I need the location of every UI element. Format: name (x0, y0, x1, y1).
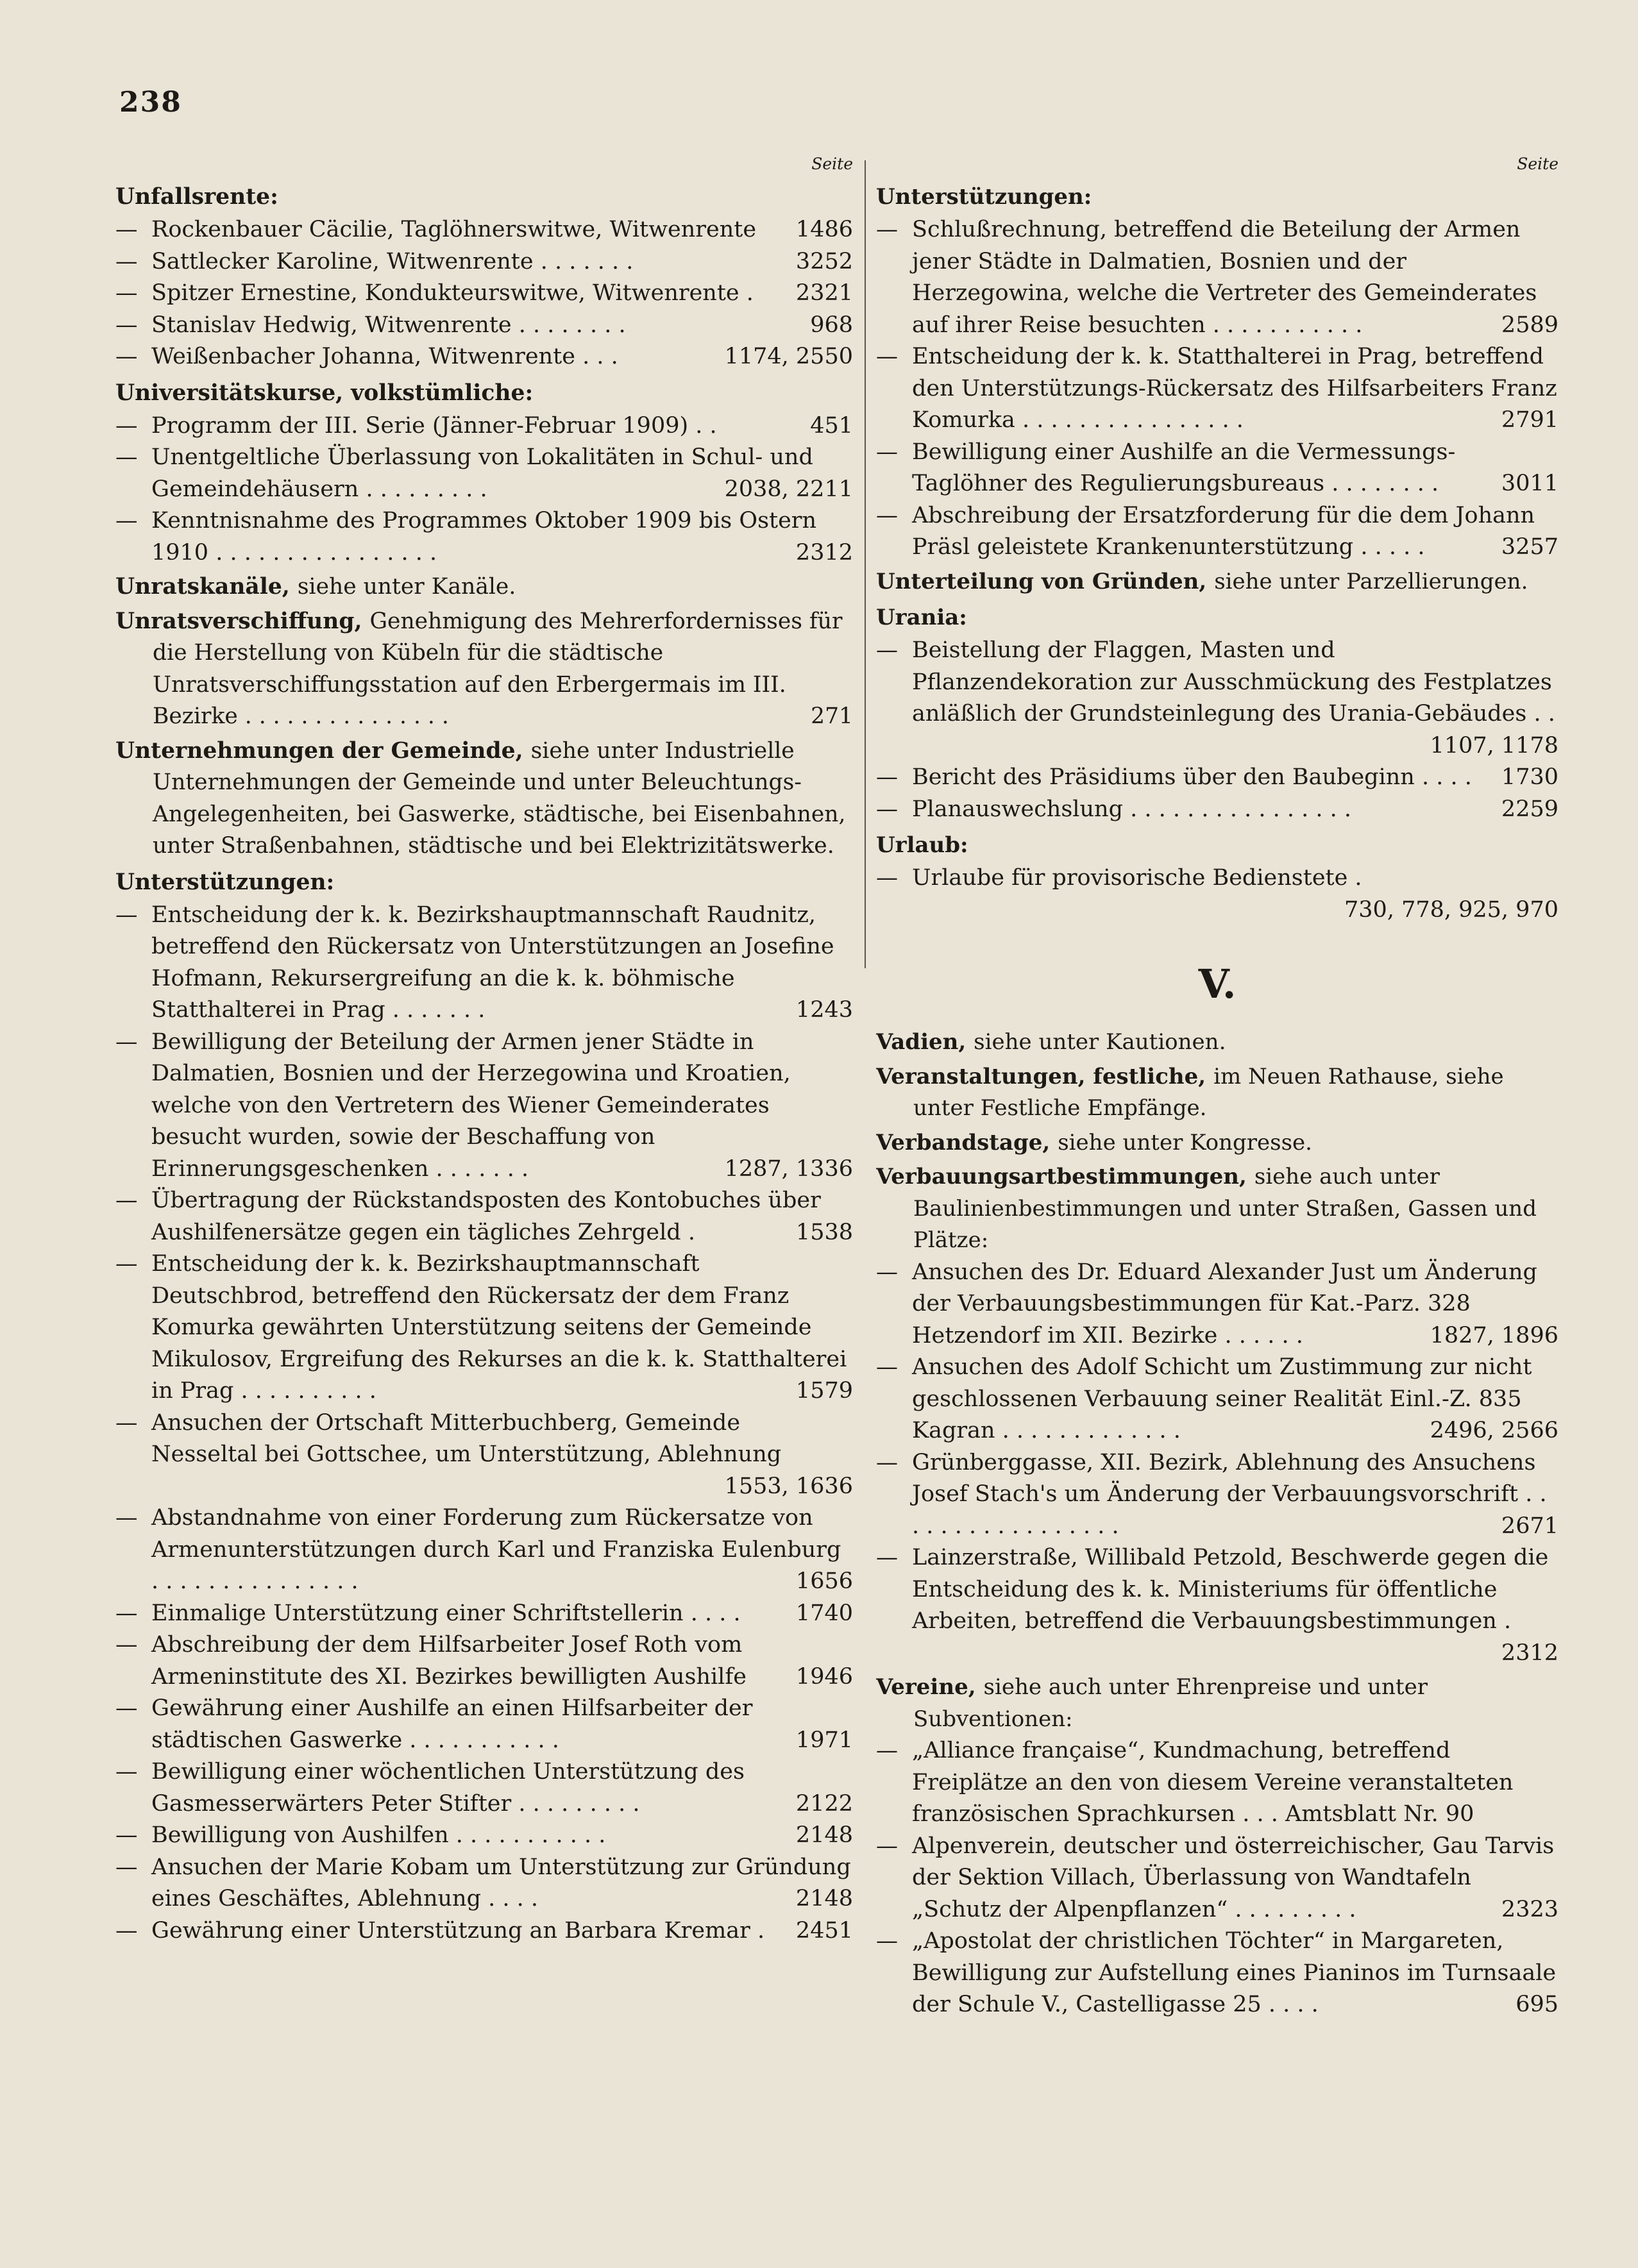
entry-keyword: Unratsverschiffung, (115, 608, 362, 634)
subentry-dash: — (876, 865, 898, 891)
subentry-refs: 1553, 1636 (718, 1471, 853, 1503)
subentry (876, 1352, 1558, 1447)
entry-heading (115, 180, 853, 214)
subentry-refs: 3257 (1495, 532, 1558, 564)
subentry (876, 862, 1558, 926)
subentry-text: Weißenbacher Johanna, Witwenrente . . . (151, 344, 618, 369)
subentry (876, 635, 1558, 762)
subentry-body (151, 341, 853, 373)
entry-rest: siehe auch unter Ehrenpreise und unter Subventionen: (913, 1674, 1428, 1732)
subentry-refs: 1486 (789, 214, 853, 246)
index-entry (876, 1061, 1558, 1125)
subentry-body (151, 1185, 853, 1248)
subentry-text: „Apostolat der christlichen Töchter“ in Margareten, Bewilligung zur Aufstellung eines Pianinos im Turnsaale der Schule V., Castelligasse 25 . . . . (912, 1928, 1557, 2017)
subentry (876, 1735, 1558, 1831)
subentry-text: Entscheidung der k. k. Statthalterei in Prag, betreffend den Unterstützungs-Rückersatz des Hilfsarbeiters Franz Komurka . . . . . . . . . . . . . . . . (912, 344, 1557, 433)
subentry (115, 1027, 853, 1186)
subentry-dash: — (115, 508, 138, 533)
entry-heading (115, 376, 853, 410)
entry-heading (876, 828, 1558, 862)
subentry-dash: — (876, 1259, 898, 1285)
subentry-refs: 2122 (789, 1788, 853, 1820)
subentry (876, 1447, 1558, 1543)
subentry-refs: 2312 (789, 537, 853, 569)
subentry-text: Bewilligung der Beteilung der Armen jener Städte in Dalmatien, Bosnien und der Herzegowina und Kroatien, welche von den Vertretern des Wiener Gemeinderates besucht wurden, sowie der Beschaffung von Erinnerungsgeschenken . . . . . . . (151, 1029, 791, 1182)
subentry (115, 1185, 853, 1248)
subentry (876, 1257, 1558, 1352)
subentry (876, 794, 1558, 826)
entry-rest: siehe unter Kautionen. (974, 1029, 1226, 1055)
subentry-body (912, 500, 1558, 564)
entry-keyword: Veranstaltungen, festliche, (876, 1063, 1206, 1089)
subentry-text: Abschreibung der Ersatzforderung für die dem Johann Präsl geleistete Krankenunterstützung . . . . . (912, 502, 1535, 560)
right-column (876, 151, 1558, 2021)
subentry-refs: 2038, 2211 (718, 474, 853, 506)
subentry-refs: 1107, 1178 (1424, 730, 1558, 762)
subentry-refs: 3252 (789, 246, 853, 278)
subentry-dash: — (115, 312, 138, 338)
subentry-refs: 2148 (789, 1883, 853, 1915)
seite-label-right: Seite (1517, 155, 1558, 173)
entry-keyword: Unternehmungen der Gemeinde, (115, 737, 523, 764)
subentry-body (912, 1542, 1558, 1669)
subentry-dash: — (115, 1409, 138, 1436)
subentry-dash: — (876, 796, 898, 822)
subentry-text: „Alliance française“, Kundmachung, betreffend Freiplätze an den von diesem Vereine veranstalteten französischen Sprachkursen . . . Amtsblatt Nr. 90 (912, 1738, 1514, 1827)
entry-keyword: Universitätskurse, volkstümliche: (115, 380, 534, 406)
subentry-body (912, 1352, 1558, 1447)
subentry-body (151, 214, 853, 246)
subentry (115, 410, 853, 442)
subentry-refs: 968 (804, 310, 853, 342)
entry-refs: 271 (841, 701, 853, 733)
subentry-text: Ansuchen des Dr. Eduard Alexander Just um Änderung der Verbauungsbestimmungen für Kat.-Parz. 328 Hetzendorf im XII. Bezirke . . . . . . (912, 1259, 1537, 1348)
right-entries-v (876, 1027, 1558, 2021)
subentry-refs: 451 (804, 410, 853, 442)
subentry-dash: — (876, 217, 898, 242)
subentry-body (151, 1629, 853, 1693)
right-entries (876, 180, 1558, 926)
subentry-dash: — (115, 1029, 138, 1055)
entry-keyword: Unterteilung von Gründen, (876, 568, 1207, 594)
subentry-body (151, 1598, 853, 1630)
subentry-dash: — (876, 1738, 898, 1763)
index-entry (115, 180, 853, 373)
entry-heading (876, 1161, 1558, 1257)
index-entry (115, 865, 853, 1947)
subentry-refs: 2451 (789, 1915, 853, 1947)
subentry-refs: 1287, 1336 (718, 1154, 853, 1186)
page-number: 238 (119, 86, 182, 119)
subentry-body (912, 635, 1558, 762)
subentry-text: Beistellung der Flaggen, Masten und Pflanzendekoration zur Ausschmückung des Festplatzes anläßlich der Grundsteinlegung des Urania-Gebäudes . . (912, 637, 1555, 727)
subentry-body (151, 1820, 853, 1852)
entry-keyword: Unterstützungen: (876, 184, 1092, 210)
subentry-body (912, 762, 1558, 794)
subentry-body (151, 1248, 853, 1407)
subentry-text: Schlußrechnung, betreffend die Beteilung der Armen jener Städte in Dalmatien, Bosnien und der Herzegowina, welche die Vertreter des Gemeinderates auf ihrer Reise besuchten . . . . . . . . . . . (912, 217, 1537, 338)
subentry-body (151, 1407, 853, 1503)
subentry-text: Planauswechslung . . . . . . . . . . . . . . . . (912, 796, 1351, 822)
subentry-dash: — (115, 902, 138, 928)
subentry-body (912, 214, 1558, 341)
entry-keyword: Unfallsrente: (115, 184, 278, 210)
subentry-dash: — (115, 1854, 138, 1880)
entry-heading (876, 180, 1558, 214)
subentry-dash: — (115, 1695, 138, 1721)
entry-heading (876, 1672, 1558, 1735)
entry-rest: siehe unter Parzellierungen. (1214, 568, 1528, 594)
subentry-dash: — (115, 1632, 138, 1658)
index-entry (876, 1027, 1558, 1059)
subentry (876, 1831, 1558, 1926)
entry-rest: im Neuen Rathause, siehe unter Festliche Empfänge. (913, 1063, 1504, 1121)
subentry (115, 1820, 853, 1852)
subentry-dash: — (876, 1928, 898, 1954)
subentry-body (912, 862, 1558, 926)
subentry-dash: — (115, 444, 138, 470)
subentry-refs: 1730 (1495, 762, 1558, 794)
subentry (876, 1926, 1558, 2021)
subentry-text: Alpenverein, deutscher und österreichischer, Gau Tarvis der Sektion Villach, Überlassung von Wandtafeln „Schutz der Alpenpflanzen“ . . . . . . . . . (912, 1833, 1555, 1922)
subentry-dash: — (115, 1822, 138, 1848)
subentry-dash: — (115, 248, 138, 274)
subentry (876, 437, 1558, 500)
subentry-body (151, 505, 853, 569)
subentry-refs: 1174, 2550 (718, 341, 853, 373)
entry-keyword: Verbauungsartbestimmungen, (876, 1164, 1247, 1189)
subentry-body (151, 1915, 853, 1947)
subentry (115, 278, 853, 310)
subentry-refs: 1946 (789, 1661, 853, 1693)
subentry-text: Lainzerstraße, Willibald Petzold, Beschwerde gegen die Entscheidung des k. k. Ministeriums für öffentliche Arbeiten, betreffend die Verbauungsbestimmungen . (912, 1545, 1549, 1634)
subentry-text: Entscheidung der k. k. Bezirkshauptmannschaft Raudnitz, betreffend den Rückersatz von Unterstützungen an Josefine Hofmann, Rekursergreifung an die k. k. böhmische Statthalterei in Prag . . . . . . . (151, 902, 834, 1023)
subentry-dash: — (115, 280, 138, 306)
index-entry (876, 600, 1558, 825)
subentry-body (151, 278, 853, 310)
entry-rest: siehe auch unter Baulinienbestimmungen und unter Straßen, Gassen und Plätze: (913, 1164, 1537, 1253)
subentry-dash: — (876, 344, 898, 369)
subentry (115, 1407, 853, 1503)
subentry-dash: — (115, 1759, 138, 1785)
subentry-dash: — (876, 637, 898, 663)
subentry-dash: — (115, 217, 138, 242)
subentry-text: Gewährung einer Aushilfe an einen Hilfsarbeiter der städtischen Gaswerke . . . . . . . . . . . (151, 1695, 753, 1753)
subentry-refs: 730, 778, 925, 970 (1338, 895, 1558, 927)
subentry-text: Bewilligung von Aushilfen . . . . . . . . . . . (151, 1822, 606, 1848)
subentry-refs: 2148 (789, 1820, 853, 1852)
entry-keyword: Vereine, (876, 1674, 976, 1700)
subentry-text: Programm der III. Serie (Jänner-Februar 1909) . . (151, 412, 717, 439)
subentry-text: Bewilligung einer Aushilfe an die Vermessungs-Taglöhner des Regulierungsbureaus . . . . . . . . (912, 439, 1456, 496)
subentry-text: Ansuchen des Adolf Schicht um Zustimmung zur nicht geschlossenen Verbauung seiner Realität Einl.-Z. 835 Kagran . . . . . . . . . . . . . (912, 1354, 1532, 1443)
subentry-dash: — (876, 1545, 898, 1570)
entry-rest: siehe unter Kongresse. (1058, 1129, 1312, 1155)
subentry-text: Ansuchen der Marie Kobam um Unterstützung zur Gründung eines Geschäftes, Ablehnung . . . . (151, 1854, 851, 1911)
subentry-refs: 1656 (789, 1566, 853, 1598)
subentry-dash: — (115, 1917, 138, 1944)
subentry-text: Ansuchen der Ortschaft Mitterbuchberg, Gemeinde Nesseltal bei Gottschee, um Unterstützung, Ablehnung (151, 1409, 782, 1467)
subentry-body (151, 900, 853, 1027)
subentry-body (912, 1257, 1558, 1352)
subentry-refs: 2312 (1495, 1638, 1558, 1670)
index-entry (115, 606, 853, 733)
subentry-text: Einmalige Unterstützung einer Schriftstellerin . . . . (151, 1600, 741, 1626)
subentry-text: Bewilligung einer wöchentlichen Unterstützung des Gasmesserwärters Peter Stifter . . . . . . . . . (151, 1759, 745, 1817)
entry-keyword: Unratskanäle, (115, 574, 290, 600)
entry-heading (876, 600, 1558, 635)
subentry-text: Unentgeltliche Überlassung von Lokalitäten in Schul- und Gemeindehäusern . . . . . . . . . (151, 444, 813, 502)
subentry (115, 1629, 853, 1693)
subentry-refs: 695 (1509, 1989, 1558, 2021)
subentry-dash: — (876, 502, 898, 528)
subentry-body (912, 1735, 1558, 1831)
subentry-dash: — (115, 344, 138, 369)
subentry-body (912, 437, 1558, 500)
subentry-text: Abschreibung der dem Hilfsarbeiter Josef Roth vom Armeninstitute des XI. Bezirkes bewilligten Aushilfe (151, 1632, 747, 1690)
subentry-dash: — (876, 1354, 898, 1380)
entry-keyword: Vadien, (876, 1029, 967, 1055)
subentry-dash: — (876, 1833, 898, 1859)
index-entry (876, 1161, 1558, 1669)
seite-label-left: Seite (811, 155, 853, 173)
entry-heading (876, 1027, 1558, 1059)
index-entry (876, 180, 1558, 564)
subentry-dash: — (115, 1600, 138, 1626)
index-entry (876, 1672, 1558, 2021)
subentry-body (912, 341, 1558, 437)
entry-rest: siehe unter Kanäle. (297, 574, 516, 600)
entry-heading (115, 735, 853, 862)
subentry-text: Sattlecker Karoline, Witwenrente . . . . . . . (151, 248, 634, 274)
subentry (115, 442, 853, 505)
subentry-body (151, 1756, 853, 1820)
subentry-text: Stanislav Hedwig, Witwenrente . . . . . . . . (151, 312, 626, 338)
entry-rest: siehe unter Industrielle Unternehmungen der Gemeinde und unter Beleuchtungs-Angelegenheiten, bei Gaswerke, städtische, bei Eisenbahnen, unter Straßenbahnen, städtische und bei Elektrizitätswerke. (153, 737, 846, 859)
subentry-body (151, 310, 853, 342)
subentry (876, 762, 1558, 794)
subentry-dash: — (115, 412, 138, 439)
subentry-text: Bericht des Präsidiums über den Baubeginn . . . . (912, 764, 1472, 790)
subentry-refs: 2323 (1495, 1894, 1558, 1926)
subentry-text: Grünberggasse, XII. Bezirk, Ablehnung des Ansuchens Josef Stach's um Änderung der Verbauungsvorschrift . . . . . . . . . . . . . . . . . (912, 1449, 1547, 1539)
subentry-body (151, 1852, 853, 1915)
subentry (115, 1598, 853, 1630)
subentry (876, 341, 1558, 437)
subentry-refs: 2589 (1495, 310, 1558, 342)
subentry-refs: 1538 (789, 1217, 853, 1249)
subentry (115, 341, 853, 373)
subentry (115, 1502, 853, 1598)
subentry (115, 1852, 853, 1915)
index-entry (876, 828, 1558, 926)
subentry-dash: — (876, 439, 898, 465)
index-entry (876, 1127, 1558, 1159)
subentry-refs: 2671 (1495, 1511, 1558, 1543)
entry-keyword: Urania: (876, 605, 967, 630)
subentry (115, 214, 853, 246)
subentry (115, 246, 853, 278)
subentry (115, 310, 853, 342)
subentry-body (151, 1027, 853, 1186)
subentry-body (151, 442, 853, 505)
column-divider (865, 160, 866, 968)
subentry-dash: — (115, 1505, 138, 1531)
subentry-body (912, 1926, 1558, 2021)
subentry-text: Urlaube für provisorische Bedienstete . (912, 865, 1362, 891)
subentry (876, 1542, 1558, 1669)
entry-keyword: Urlaub: (876, 832, 968, 858)
subentry-dash: — (115, 1188, 138, 1213)
subentry-body (912, 794, 1558, 826)
entry-keyword: Verbandstage, (876, 1129, 1051, 1155)
index-entry (115, 735, 853, 862)
index-entry (115, 571, 853, 603)
subentry (115, 1248, 853, 1407)
subentry-text: Übertragung der Rückstandsposten des Kontobuches über Aushilfenersätze gegen ein tägliches Zehrgeld . (151, 1188, 821, 1245)
subentry-refs: 2321 (789, 278, 853, 310)
subentry-refs: 1243 (789, 995, 853, 1027)
subentry-text: Rockenbauer Cäcilie, Taglöhnerswitwe, Witwenrente (151, 217, 757, 242)
subentry-body (912, 1831, 1558, 1926)
entry-heading (876, 566, 1558, 598)
subentry-dash: — (876, 1449, 898, 1475)
entry-heading (115, 865, 853, 900)
entry-keyword: Unterstützungen: (115, 869, 335, 895)
subentry-body (151, 1693, 853, 1756)
subentry-body (912, 1447, 1558, 1543)
entry-heading (876, 1127, 1558, 1159)
subentry (115, 505, 853, 569)
subentry (115, 1693, 853, 1756)
subentry-text: Entscheidung der k. k. Bezirkshauptmannschaft Deutschbrod, betreffend den Rückersatz der dem Franz Komurka gewährten Unterstützung seitens der Gemeinde Mikulosov, Ergreifung des Rekurses an die k. k. Statthalterei in Prag . . . . . . . . . . (151, 1251, 847, 1404)
subentry-refs: 2791 (1495, 405, 1558, 437)
subentry-refs: 1740 (789, 1598, 853, 1630)
left-entries (115, 180, 853, 1947)
subentry-refs: 1971 (789, 1725, 853, 1757)
entry-rest: Genehmigung des Mehrerfordernisses für die Herstellung von Kübeln für die städtische Unratsverschiffungsstation auf den Erbergermais im III. Bezirke . . . . . . . . . . . . . . . (153, 608, 843, 729)
subentry (115, 1756, 853, 1820)
subentry-body (151, 246, 853, 278)
subentry-body (151, 410, 853, 442)
subentry-refs: 2496, 2566 (1424, 1415, 1558, 1447)
subentry-body (151, 1502, 853, 1598)
subentry-refs: 1827, 1896 (1424, 1320, 1558, 1352)
subentry-text: Kenntnisnahme des Programmes Oktober 1909 bis Ostern 1910 . . . . . . . . . . . . . . . . (151, 508, 817, 566)
section-letter-v: V. (1198, 961, 1237, 1007)
subentry-refs: 3011 (1495, 468, 1558, 500)
subentry-refs: 2259 (1495, 794, 1558, 826)
subentry (876, 500, 1558, 564)
entry-heading (115, 571, 853, 603)
subentry-text: Gewährung einer Unterstützung an Barbara Kremar . (151, 1917, 765, 1944)
subentry-refs: 1579 (789, 1375, 853, 1407)
subentry (115, 1915, 853, 1947)
subentry (115, 900, 853, 1027)
subentry (876, 214, 1558, 341)
subentry-text: Abstandnahme von einer Forderung zum Rückersatze von Armenunterstützungen durch Karl und Franziska Eulenburg . . . . . . . . . . . . . . . (151, 1505, 841, 1594)
index-entry (115, 376, 853, 569)
subentry-dash: — (876, 764, 898, 790)
entry-heading (876, 1061, 1558, 1125)
entry-heading (115, 606, 853, 733)
subentry-text: Spitzer Ernestine, Kondukteurswitwe, Witwenrente . (151, 280, 754, 306)
left-column (115, 151, 853, 1947)
subentry-dash: — (115, 1251, 138, 1277)
index-entry (876, 566, 1558, 598)
